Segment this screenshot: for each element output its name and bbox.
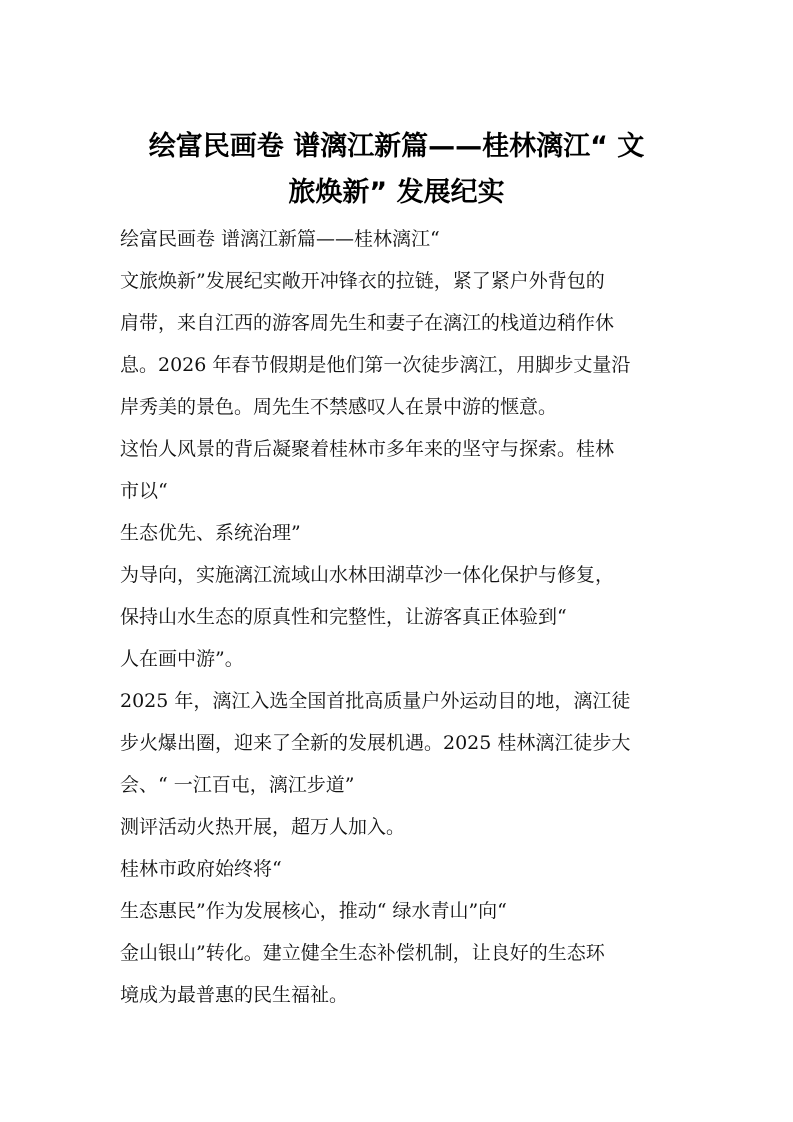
body-line: 这怡人风景的背后凝聚着桂林市多年来的坚守与探索。桂林 bbox=[120, 438, 615, 460]
body-line: 保持山水生态的原真性和完整性，让游客真正体验到“ bbox=[120, 606, 567, 628]
body-line: 生态优先、系统治理” bbox=[120, 522, 301, 544]
body-line: 生态惠民”作为发展核心，推动“ 绿水青山”向“ bbox=[120, 900, 507, 922]
body-line: 金山银山”转化。建立健全生态补偿机制，让良好的生态环 bbox=[120, 942, 605, 964]
document-title bbox=[100, 124, 693, 216]
body-line: 绘富民画卷 谱漓江新篇——桂林漓江“ bbox=[120, 228, 440, 250]
body-line: 肩带，来自江西的游客周先生和妻子在漓江的栈道边稍作休 bbox=[120, 312, 615, 334]
body-line: 会、“ 一江百屯，漓江步道” bbox=[120, 774, 355, 796]
body-line: 人在画中游”。 bbox=[120, 648, 244, 670]
body-line: 市以“ bbox=[120, 480, 168, 502]
title-line: 旅焕新” 发展纪实 bbox=[288, 177, 505, 208]
body-line: 为导向，实施漓江流域山水林田湖草沙一体化保护与修复， bbox=[120, 564, 615, 586]
document-body bbox=[120, 218, 680, 1016]
body-line: 测评活动火热开展，超万人加入。 bbox=[120, 816, 406, 838]
body-line: 息。2026 年春节假期是他们第一次徒步漓江，用脚步丈量沿 bbox=[120, 354, 631, 376]
body-line: 2025 年，漓江入选全国首批高质量户外运动目的地，漓江徒 bbox=[120, 690, 631, 712]
body-line: 岸秀美的景色。周先生不禁感叹人在景中游的惬意。 bbox=[120, 396, 558, 418]
body-line: 文旅焕新”发展纪实敞开冲锋衣的拉链，紧了紧户外背包的 bbox=[120, 270, 605, 292]
body-line: 境成为最普惠的民生福祉。 bbox=[120, 984, 349, 1006]
title-line: 绘富民画卷 谱漓江新篇——桂林漓江“ 文 bbox=[148, 131, 645, 162]
body-line: 步火爆出圈，迎来了全新的发展机遇。2025 桂林漓江徒步大 bbox=[120, 732, 631, 754]
body-line: 桂林市政府始终将“ bbox=[120, 858, 282, 880]
